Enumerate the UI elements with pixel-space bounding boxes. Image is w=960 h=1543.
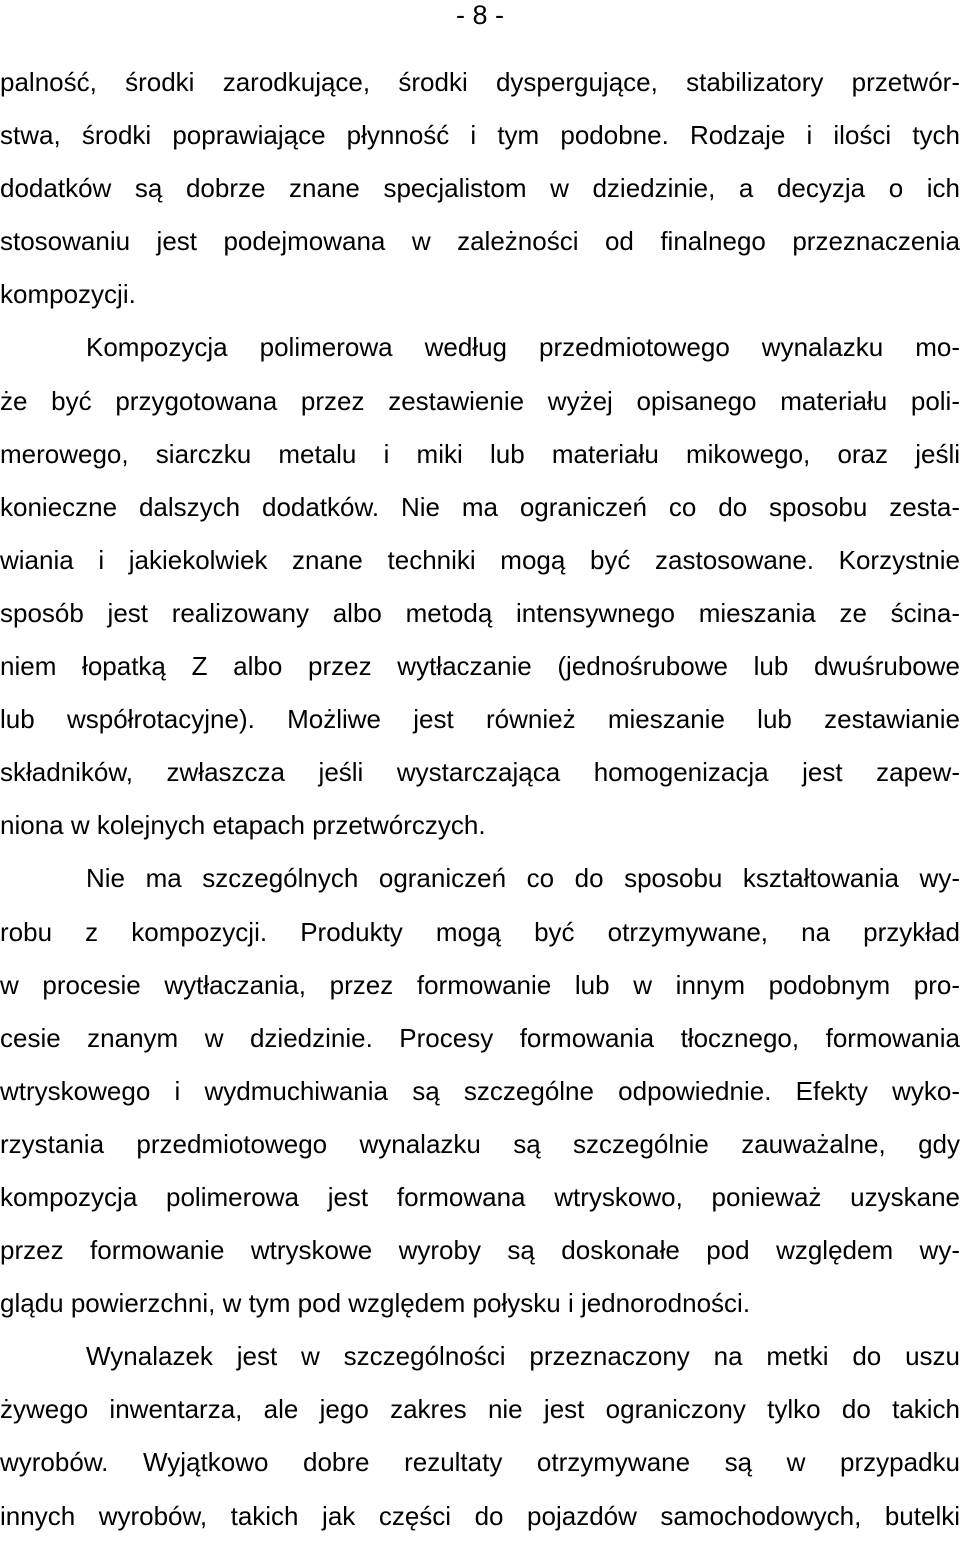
text-line: niem łopatką Z albo przez wytłaczanie (jednośrubowe lub dwuśrubowe xyxy=(0,651,960,682)
document-body xyxy=(0,56,960,1543)
text-line: że być przygotowana przez zestawienie wyżej opisanego materiału poli- xyxy=(0,385,960,416)
page-number: - 8 - xyxy=(455,0,504,30)
text-line: lub współrotacyjne). Możliwe jest również mieszanie lub zestawianie xyxy=(0,704,960,735)
text-line: merowego, siarczku metalu i miki lub materiału mikowego, oraz jeśli xyxy=(0,438,960,469)
text-line: stwa, środki poprawiające płynność i tym podobne. Rodzaje i ilości tych xyxy=(0,120,960,151)
text-line: palność, środki zarodkujące, środki dyspergujące, stabilizatory przetwór- xyxy=(0,67,960,97)
text-line: Nie ma szczególnych ograniczeń co do sposobu kształtowania wy- xyxy=(86,863,960,894)
text-line: innych wyrobów, takich jak części do pojazdów samochodowych, butelki xyxy=(0,1500,960,1531)
text-line: przez formowanie wtryskowe wyroby są doskonałe pod względem wy- xyxy=(0,1235,960,1266)
text-line: żywego inwentarza, ale jego zakres nie jest ograniczony tylko do takich xyxy=(0,1394,960,1425)
text-line: wtryskowego i wydmuchiwania są szczególne odpowiednie. Efekty wyko- xyxy=(0,1075,960,1106)
text-line: w procesie wytłaczania, przez formowanie lub w innym podobnym pro- xyxy=(0,969,960,1000)
text-line: kompozycja polimerowa jest formowana wtryskowo, ponieważ uzyskane xyxy=(0,1181,960,1212)
text-line: kompozycji. xyxy=(0,279,136,310)
text-line: stosowaniu jest podejmowana w zależności od finalnego przeznaczenia xyxy=(0,226,960,257)
text-line: niona w kolejnych etapach przetwórczych. xyxy=(0,810,486,841)
text-line: dodatków są dobrze znane specjalistom w dziedzinie, a decyzja o ich xyxy=(0,173,960,204)
text-line: glądu powierzchni, w tym pod względem połysku i jednorodności. xyxy=(0,1288,751,1319)
text-line: robu z kompozycji. Produkty mogą być otrzymywane, na przykład xyxy=(0,916,960,947)
text-line: Wynalazek jest w szczególności przeznaczony na metki do uszu xyxy=(86,1341,960,1372)
text-line: rzystania przedmiotowego wynalazku są szczególnie zauważalne, gdy xyxy=(0,1128,960,1159)
text-line: sposób jest realizowany albo metodą intensywnego mieszania ze ścina- xyxy=(0,597,960,628)
text-line: cesie znanym w dziedzinie. Procesy formowania tłocznego, formowania xyxy=(0,1022,960,1053)
text-line: konieczne dalszych dodatków. Nie ma ograniczeń co do sposobu zesta- xyxy=(0,491,960,522)
text-line: wiania i jakiekolwiek znane techniki mogą być zastosowane. Korzystnie xyxy=(0,544,960,575)
text-line: składników, zwłaszcza jeśli wystarczająca homogenizacja jest zapew- xyxy=(0,757,960,788)
text-line: wyrobów. Wyjątkowo dobre rezultaty otrzymywane są w przypadku xyxy=(0,1447,960,1478)
text-line: Kompozycja polimerowa według przedmiotowego wynalazku mo- xyxy=(86,332,960,363)
